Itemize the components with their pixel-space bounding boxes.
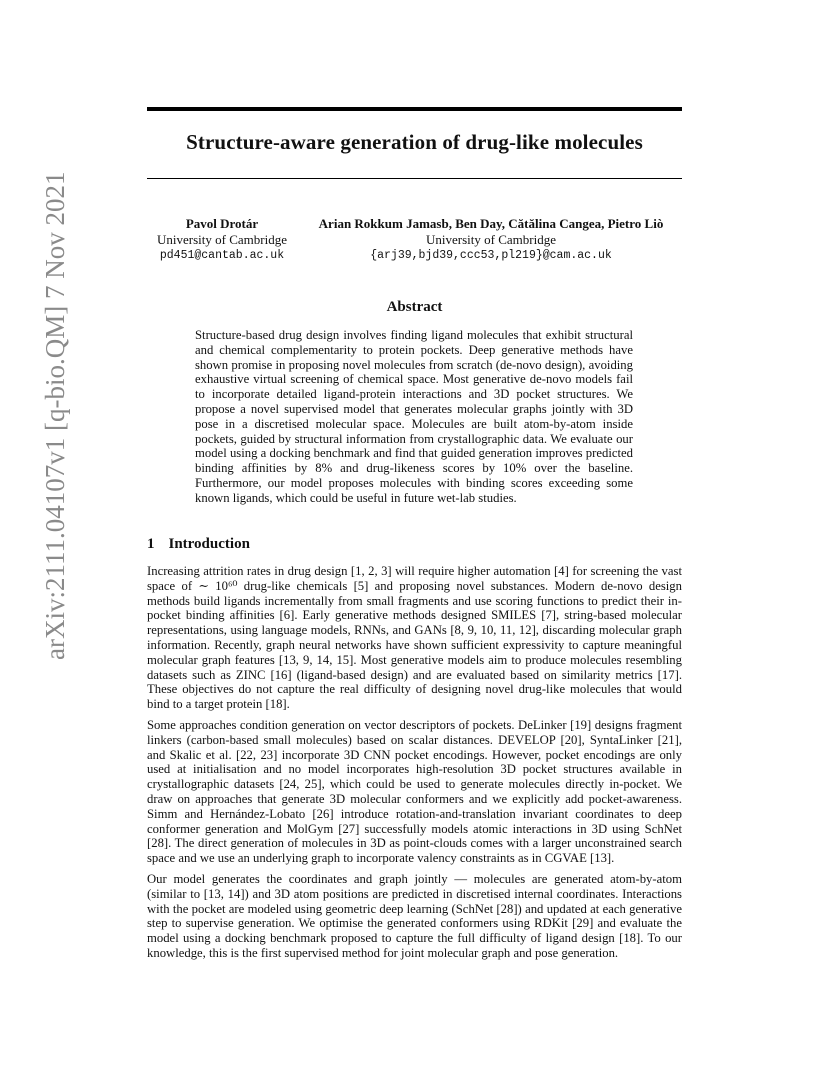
author-affiliation: University of Cambridge: [426, 232, 556, 247]
abstract-heading: Abstract: [386, 299, 443, 315]
author-name: Pavol Drotár: [185, 216, 259, 231]
arxiv-id: arXiv:2111.04107v1 [q-bio.QM] 7 Nov 2021: [40, 171, 70, 660]
section-title: Introduction: [168, 536, 250, 552]
author-email: pd451@cantab.ac.uk: [159, 249, 285, 262]
author-affiliation: University of Cambridge: [157, 232, 287, 247]
abstract-text: Structure-based drug design involves finding ligand molecules that exhibit structural and chemical complementarity to protein pockets. Deep generative methods have shown promise in proposing novel molecules from scratch (de-novo design), avoiding exhaustive virtual screening of chemical space. Most generative de-novo models fail to incorporate detailed ligand-protein interactions and 3D pocket structures. We propose a novel supervised model that generates molecular graphs jointly with 3D pose in a discretised molecular space. Molecules are built atom-by-atom inside pockets, guided by structural information from crystallographic data. We evaluate our model using a docking benchmark and find that guided generation improves predicted binding affinities by 8% and drug-likeness scores by 10% over the baseline. Furthermore, our model proposes molecules with binding scores exceeding some known ligands, which could be useful in future wet-lab studies.: [195, 328, 633, 505]
intro-paragraph-3: Our model generates the coordinates and graph jointly — molecules are generated atom-by-atom (similar to [13, 14]) and 3D atom positions are predicted in discretised internal coordinates. Interactions with the pocket are modeled using geometric deep learning (SchNet [28]) and updated at each generative step to supervise generation. We optimise the generated conformers using RDKit [29] and evaluate the model using a docking benchmark proposed to capture the full difficulty of ligand design [18]. To our knowledge, this is the first supervised method for joint molecular graph and pose generation.: [147, 872, 682, 960]
section-number: 1: [147, 536, 155, 552]
intro-paragraph-2: Some approaches condition generation on vector descriptors of pockets. DeLinker [19] designs fragment linkers (carbon-based small molecules) based on scalar distances. DEVELOP [20], SyntaLinker [21], and Skalic et al. [22, 23] incorporate 3D CNN pocket encodings. However, pocket encodings are only used at initialisation and no model incorporates high-resolution 3D pocket structures available in crystallographic datasets [24, 25], which could be used to generate molecules directly in-pocket. We draw on approaches that generate 3D molecular conformers and we explicitly add pocket-awareness. Simm and Hernández-Lobato [26] introduce rotation-and-translation invariant coordinates to deep conformer generation and MolGym [27] successfully models atomic interactions in 3D using SchNet [28]. The direct generation of molecules in 3D as point-clouds comes with a larger unconstrained search space and we use an underlying graph to incorporate valency constraints as in CGVAE [13].: [147, 718, 682, 866]
author-email: {arj39,bjd39,ccc53,pl219}@cam.ac.uk: [370, 249, 612, 262]
author-name: Arian Rokkum Jamasb, Ben Day, Cătălina Cangea, Pietro Liò: [318, 216, 664, 231]
author-block-2: [308, 216, 674, 264]
section-heading: [147, 536, 250, 553]
title-bottom-rule: [147, 178, 682, 179]
title-top-rule: [147, 107, 682, 111]
author-block-1: [147, 216, 297, 264]
intro-paragraph-1: Increasing attrition rates in drug design [1, 2, 3] will require higher automation [4] for screening the vast space of ∼ 10⁶⁰ drug-like chemicals [5] and proposing novel substances. Modern de-novo design methods build ligands incrementally from small fragments and use scoring functions to predict their in-pocket binding affinities [6]. Early generative methods designed SMILES [7], string-based molecular representations, using language models, RNNs, and GANs [8, 9, 10, 11, 12], discarding molecular graph information. Recently, graph neural networks have shown sufficient expressivity to capture meaningful molecular graph features [13, 9, 14, 15]. Most generative models aim to produce molecules resembling datasets such as ZINC [16] (ligand-based design) and are evaluated based on similarity metrics [17]. These objectives do not capture the real difficulty of designing novel drug-like molecules that would bind to a target protein [18].: [147, 564, 682, 712]
paper-title: Structure-aware generation of drug-like molecules: [186, 130, 643, 154]
